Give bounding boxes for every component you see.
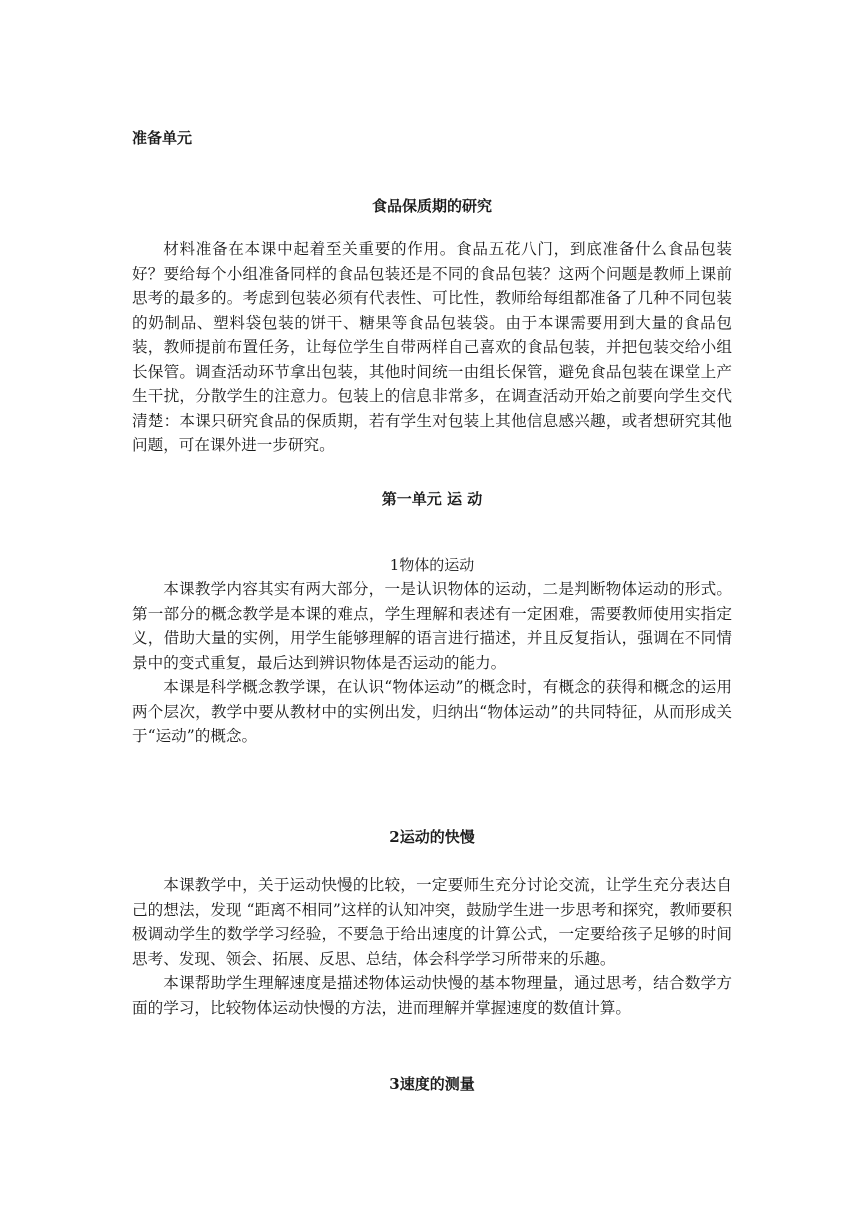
unit-title-motion: 第一单元 运 动 <box>381 490 483 508</box>
body-text-lesson-2 <box>132 873 732 1020</box>
paragraph: 本课帮助学生理解速度是描述物体运动快慢的基本物理量，通过思考，结合数学方面的学习，比较物体运动快慢的方法，进而理解并掌握速度的数值计算。 <box>132 974 732 1017</box>
body-text-lesson-1 <box>132 577 732 749</box>
paragraph: 本课教学内容其实有两大部分，一是认识物体的运动，二是判断物体运动的形式。第一部分的概念教学是本课的难点，学生理解和表述有一定困难，需要教师使用实指定义，借助大量的实例，用学生能够理解的语言进行描述，并且反复指认，强调在不同情景中的变式重复，最后达到辨识物体是否运动的能力。 <box>132 580 732 672</box>
paragraph: 材料准备在本课中起着至关重要的作用。食品五花八门，到底准备什么食品包装好？要给每个小组准备同样的食品包装还是不同的食品包装？这两个问题是教师上课前思考的最多的。考虑到包装必须有代表性、可比性，教师给每组都准备了几种不同包装的奶制品、塑料袋包装的饼干、糖果等食品包装袋。由于本课需要用到大量的食品包装，教师提前布置任务，让每位学生自带两样自己喜欢的食品包装，并把包装交给小组长保管。调查活动环节拿出包装，其他时间统一由组长保管，避免食品包装在课堂上产生干扰，分散学生的注意力。包装上的信息非常多，在调查活动开始之前要向学生交代清楚：本课只研究食品的保质期，若有学生对包装上其他信息感兴趣，或者想研究其他问题，可在课外进一步研究。 <box>132 240 732 454</box>
body-text-prep-unit <box>132 237 732 458</box>
paragraph: 本课教学中，关于运动快慢的比较，一定要师生充分讨论交流，让学生充分表达自己的想法，发现 “距离不相同”这样的认知冲突，鼓励学生进一步思考和探究，教师要积极调动学生的数学学习经验，不要急于给出速度的计算公式，一定要给孩子足够的时间思考、发现、领会、拓展、反思、总结，体会科学学习所带来的乐趣。 <box>132 876 732 968</box>
section-label-prep-unit: 准备单元 <box>132 129 193 147</box>
lesson-title-speed-measurement: 3速度的测量 <box>389 1075 475 1093</box>
paragraph: 本课是科学概念教学课，在认识“物体运动”的概念时，有概念的获得和概念的运用两个层次，教学中要从教材中的实例出发，归纳出“物体运动”的共同特征，从而形成关于“运动”的概念。 <box>132 678 732 745</box>
article-title-food-shelf-life: 食品保质期的研究 <box>371 197 492 215</box>
lesson-title-speed: 2运动的快慢 <box>389 828 475 846</box>
lesson-title-object-motion: 1物体的运动 <box>389 556 475 574</box>
